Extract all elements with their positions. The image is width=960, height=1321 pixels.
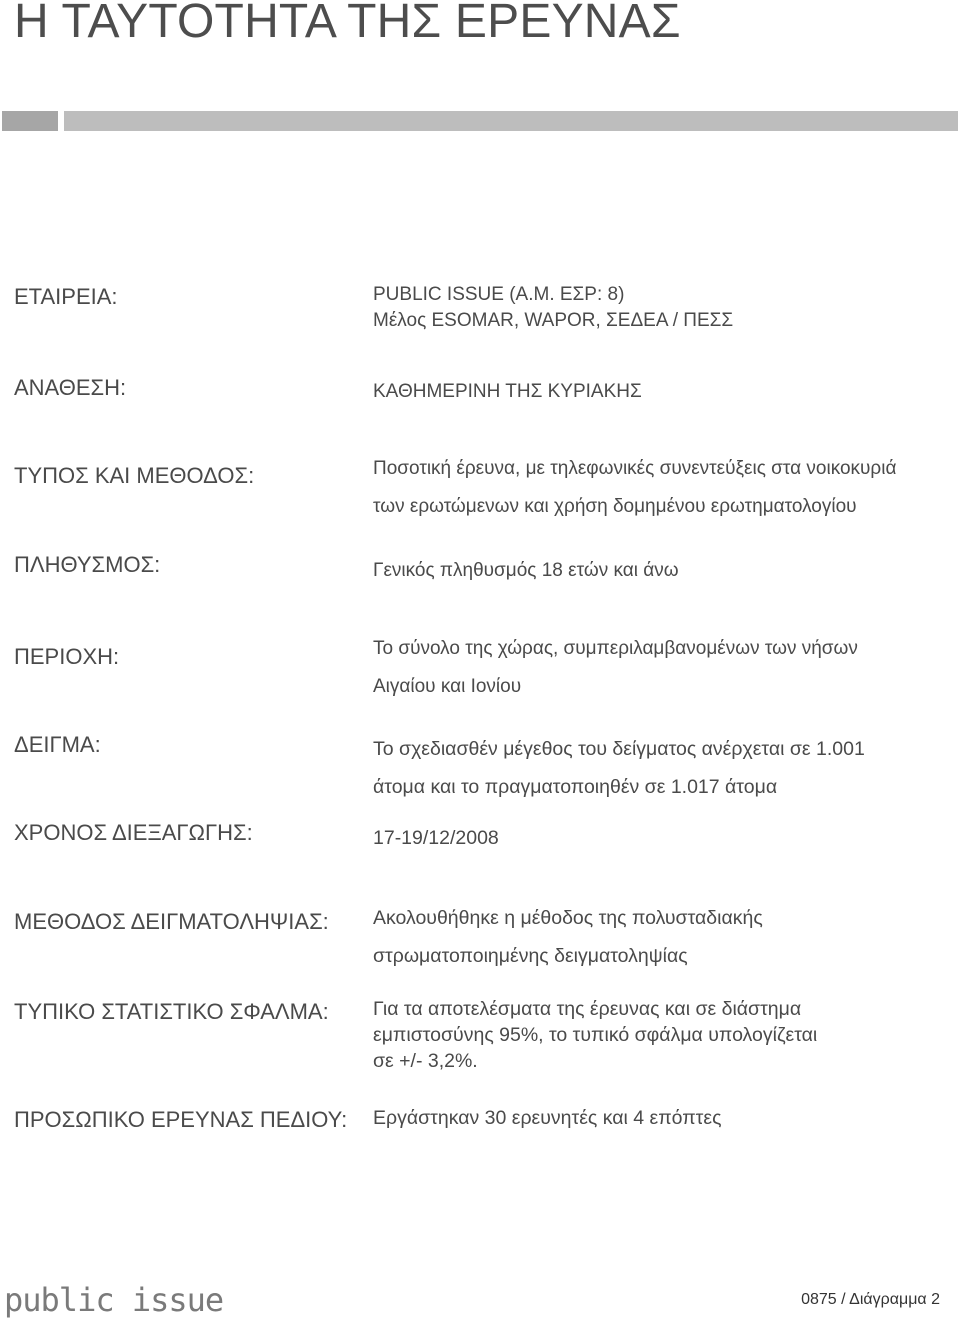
company-label: ΕΤΑΙΡΕΙΑ: bbox=[14, 284, 118, 309]
decorative-bar-left bbox=[2, 111, 58, 131]
assignment-label: ΑΝΑΘΕΣΗ: bbox=[14, 375, 127, 400]
error-value-line1: Για τα αποτελέσματα της έρευνας και σε διάστημα bbox=[373, 998, 802, 1020]
area-value-line2: Αιγαίου και Ιονίου bbox=[373, 676, 522, 697]
company-value-line2: Μέλος ESOMAR, WAPOR, ΣΕΔΕΑ / ΠΕΣΣ bbox=[373, 310, 734, 331]
type-method-value-line1: Ποσοτική έρευνα, με τηλεφωνικές συνεντεύξεις στα νοικοκυριά bbox=[373, 458, 897, 479]
page-title: Η ΤΑΥΤΟΤΗΤΑ ΤΗΣ ΕΡΕΥΝΑΣ bbox=[14, 0, 681, 48]
sampling-method-value-line2: στρωματοποιημένης δειγματοληψίας bbox=[373, 945, 688, 967]
decorative-bar-right bbox=[64, 111, 958, 131]
population-value: Γενικός πληθυσμός 18 ετών και άνω bbox=[373, 560, 679, 581]
error-value-line3: σε +/- 3,2%. bbox=[373, 1050, 478, 1072]
staff-value: Εργάστηκαν 30 ερευνητές και 4 επόπτες bbox=[373, 1107, 722, 1129]
staff-label: ΠΡΟΣΩΠΙΚΟ ΕΡΕΥΝΑΣ ΠΕΔΙΟΥ: bbox=[14, 1107, 348, 1132]
period-value: 17-19/12/2008 bbox=[373, 827, 499, 849]
type-method-value-line2: των ερωτώμενων και χρήση δομημένου ερωτηματολογίου bbox=[373, 496, 857, 517]
type-method-label: ΤΥΠΟΣ ΚΑΙ ΜΕΘΟΔΟΣ: bbox=[14, 463, 255, 488]
period-label: ΧΡΟΝΟΣ ΔΙΕΞΑΓΩΓΗΣ: bbox=[14, 820, 253, 845]
population-label: ΠΛΗΘΥΣΜΟΣ: bbox=[14, 552, 161, 577]
area-value-line1: Το σύνολο της χώρας, συμπεριλαμβανομένων των νήσων bbox=[373, 638, 858, 659]
company-value-line1: PUBLIC ISSUE (A.M. ΕΣΡ: 8) bbox=[373, 284, 625, 305]
sample-label: ΔΕΙΓΜΑ: bbox=[14, 732, 101, 757]
area-label: ΠΕΡΙΟΧΗ: bbox=[14, 644, 120, 669]
error-label: ΤΥΠΙΚΟ ΣΤΑΤΙΣΤΙΚΟ ΣΦΑΛΜΑ: bbox=[14, 999, 329, 1024]
sampling-method-value-line1: Ακολουθήθηκε η μέθοδος της πολυσταδιακής bbox=[373, 907, 763, 929]
error-value-line2: εμπιστοσύνης 95%, το τυπικό σφάλμα υπολογίζεται bbox=[373, 1024, 818, 1046]
sample-value-line2: άτομα και το πραγματοποιηθέν σε 1.017 άτομα bbox=[373, 776, 778, 798]
public-issue-logo: public issue bbox=[4, 1281, 224, 1319]
page-footer: 0875 / Διάγραμμα 2 bbox=[801, 1291, 940, 1308]
sampling-method-label: ΜΕΘΟΔΟΣ ΔΕΙΓΜΑΤΟΛΗΨΙΑΣ: bbox=[14, 909, 329, 934]
assignment-value: ΚΑΘΗΜΕΡΙΝΗ ΤΗΣ ΚΥΡΙΑΚΗΣ bbox=[373, 381, 642, 402]
sample-value-line1: Το σχεδιασθέν μέγεθος του δείγματος ανέρχεται σε 1.001 bbox=[373, 738, 865, 760]
